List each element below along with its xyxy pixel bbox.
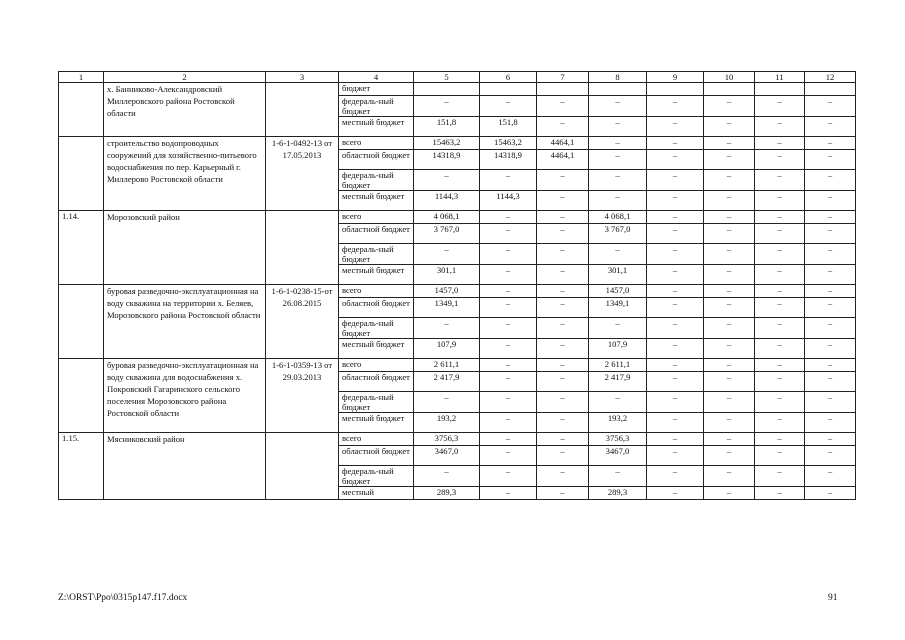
amount-cell: – xyxy=(755,117,805,137)
amount-cell: – xyxy=(480,372,537,392)
amount-cell: – xyxy=(647,285,704,298)
column-header: 1 xyxy=(59,72,104,83)
amount-cell: – xyxy=(704,298,755,318)
amount-cell: – xyxy=(647,339,704,359)
amount-cell: – xyxy=(704,191,755,211)
funding-source: местный бюджет xyxy=(339,117,414,137)
amount-cell: 14318,9 xyxy=(414,150,480,170)
amount-cell: 1144,3 xyxy=(414,191,480,211)
amount-cell: – xyxy=(755,466,805,487)
amount-cell: – xyxy=(805,137,856,150)
amount-cell: – xyxy=(805,117,856,137)
amount-cell: – xyxy=(480,211,537,224)
amount-cell: – xyxy=(805,446,856,466)
amount-cell: 3467,0 xyxy=(414,446,480,466)
amount-cell: 289,3 xyxy=(589,487,647,500)
amount-cell: 107,9 xyxy=(589,339,647,359)
amount-cell: 151,8 xyxy=(414,117,480,137)
amount-cell: – xyxy=(805,211,856,224)
amount-cell: – xyxy=(704,150,755,170)
amount-cell: – xyxy=(704,137,755,150)
amount-cell: – xyxy=(704,466,755,487)
amount-cell: – xyxy=(480,392,537,413)
budget-table xyxy=(58,71,856,500)
amount-cell: – xyxy=(755,244,805,265)
column-header: 9 xyxy=(647,72,704,83)
amount-cell: – xyxy=(805,339,856,359)
column-number-row xyxy=(59,72,856,83)
funding-source: бюджет xyxy=(339,83,414,96)
amount-cell: – xyxy=(537,487,589,500)
amount-cell: – xyxy=(480,433,537,446)
row-number: 1.14. xyxy=(59,211,104,285)
amount-cell: – xyxy=(704,96,755,117)
amount-cell: – xyxy=(537,466,589,487)
amount-cell: 193,2 xyxy=(414,413,480,433)
object-name: Мясниковский район xyxy=(104,433,266,500)
document-code: 1-6-1-0238-15-от 26.08.2015 xyxy=(266,285,339,359)
table-row xyxy=(59,137,856,150)
document-code xyxy=(266,83,339,137)
column-header: 8 xyxy=(589,72,647,83)
amount-cell: – xyxy=(589,244,647,265)
amount-cell: – xyxy=(647,318,704,339)
funding-source: местный бюджет xyxy=(339,191,414,211)
amount-cell xyxy=(647,83,704,96)
amount-cell: – xyxy=(704,244,755,265)
amount-cell: – xyxy=(704,170,755,191)
object-name: строительство водопроводных сооружений для хозяйственно-питьевого водоснабжения по пер. Карьерный г. Миллерово Ростовской области xyxy=(104,137,266,211)
amount-cell: 4464,1 xyxy=(537,150,589,170)
amount-cell: – xyxy=(480,224,537,244)
amount-cell: – xyxy=(704,392,755,413)
funding-source: всего xyxy=(339,137,414,150)
amount-cell: – xyxy=(537,372,589,392)
column-header: 3 xyxy=(266,72,339,83)
amount-cell: 3 767,0 xyxy=(414,224,480,244)
amount-cell: – xyxy=(805,285,856,298)
amount-cell xyxy=(755,83,805,96)
amount-cell: – xyxy=(480,298,537,318)
amount-cell: 1349,1 xyxy=(589,298,647,318)
amount-cell: 1457,0 xyxy=(589,285,647,298)
amount-cell: – xyxy=(805,413,856,433)
amount-cell: – xyxy=(537,265,589,285)
amount-cell: – xyxy=(537,117,589,137)
amount-cell: – xyxy=(755,413,805,433)
amount-cell xyxy=(589,83,647,96)
amount-cell: – xyxy=(647,150,704,170)
amount-cell xyxy=(537,83,589,96)
amount-cell: – xyxy=(755,137,805,150)
amount-cell: – xyxy=(755,433,805,446)
amount-cell: 1349,1 xyxy=(414,298,480,318)
amount-cell: – xyxy=(755,150,805,170)
amount-cell: – xyxy=(537,318,589,339)
amount-cell: 3467,0 xyxy=(589,446,647,466)
amount-cell: – xyxy=(755,372,805,392)
amount-cell: – xyxy=(537,96,589,117)
object-name: буровая разведочно-эксплуатационная на воду скважина на территории х. Беляев, Морозовского района Ростовской области xyxy=(104,285,266,359)
amount-cell: – xyxy=(647,265,704,285)
amount-cell: – xyxy=(480,318,537,339)
row-number xyxy=(59,137,104,211)
amount-cell: – xyxy=(537,191,589,211)
amount-cell: – xyxy=(704,318,755,339)
amount-cell: – xyxy=(480,339,537,359)
amount-cell: – xyxy=(647,137,704,150)
amount-cell: – xyxy=(805,372,856,392)
amount-cell: – xyxy=(647,487,704,500)
amount-cell: – xyxy=(704,413,755,433)
amount-cell: – xyxy=(414,318,480,339)
amount-cell: – xyxy=(755,339,805,359)
amount-cell: – xyxy=(755,392,805,413)
funding-source: областной бюджет xyxy=(339,446,414,466)
amount-cell: – xyxy=(704,265,755,285)
amount-cell: – xyxy=(647,117,704,137)
amount-cell: – xyxy=(755,96,805,117)
amount-cell xyxy=(704,83,755,96)
amount-cell: – xyxy=(704,446,755,466)
amount-cell: – xyxy=(704,117,755,137)
amount-cell: – xyxy=(647,211,704,224)
amount-cell: – xyxy=(537,446,589,466)
amount-cell: 3756,3 xyxy=(414,433,480,446)
table-body xyxy=(59,83,856,500)
amount-cell: 14318,9 xyxy=(480,150,537,170)
amount-cell: – xyxy=(704,359,755,372)
amount-cell: 107,9 xyxy=(414,339,480,359)
amount-cell: – xyxy=(537,339,589,359)
amount-cell: – xyxy=(537,170,589,191)
amount-cell: – xyxy=(704,339,755,359)
funding-source: всего xyxy=(339,285,414,298)
amount-cell: – xyxy=(704,285,755,298)
funding-source: областной бюджет xyxy=(339,150,414,170)
column-header: 7 xyxy=(537,72,589,83)
amount-cell: – xyxy=(480,96,537,117)
file-path: Z:\ORST\Ppo\0315p147.f17.docx xyxy=(58,593,188,603)
amount-cell: 4464,1 xyxy=(537,137,589,150)
column-header: 4 xyxy=(339,72,414,83)
funding-source: областной бюджет xyxy=(339,224,414,244)
amount-cell: 1144,3 xyxy=(480,191,537,211)
funding-source: областной бюджет xyxy=(339,298,414,318)
column-header: 11 xyxy=(755,72,805,83)
amount-cell: – xyxy=(805,298,856,318)
funding-source: федераль-ный бюджет xyxy=(339,318,414,339)
column-header: 5 xyxy=(414,72,480,83)
amount-cell: 3 767,0 xyxy=(589,224,647,244)
amount-cell: – xyxy=(480,359,537,372)
funding-source: местный бюджет xyxy=(339,339,414,359)
amount-cell: – xyxy=(805,487,856,500)
amount-cell: – xyxy=(805,224,856,244)
amount-cell: – xyxy=(589,191,647,211)
amount-cell: 2 417,9 xyxy=(414,372,480,392)
row-number xyxy=(59,83,104,137)
amount-cell: – xyxy=(805,96,856,117)
amount-cell: 3756,3 xyxy=(589,433,647,446)
funding-source: федераль-ный бюджет xyxy=(339,244,414,265)
amount-cell: – xyxy=(414,96,480,117)
amount-cell: – xyxy=(647,96,704,117)
amount-cell: – xyxy=(647,224,704,244)
amount-cell: – xyxy=(480,413,537,433)
amount-cell: – xyxy=(755,224,805,244)
amount-cell: – xyxy=(805,191,856,211)
funding-source: всего xyxy=(339,433,414,446)
amount-cell: – xyxy=(537,244,589,265)
amount-cell: – xyxy=(755,359,805,372)
amount-cell: – xyxy=(480,170,537,191)
funding-source: местный xyxy=(339,487,414,500)
row-number: 1.15. xyxy=(59,433,104,500)
amount-cell: – xyxy=(647,170,704,191)
amount-cell: – xyxy=(480,285,537,298)
amount-cell: – xyxy=(647,372,704,392)
amount-cell: – xyxy=(755,487,805,500)
amount-cell: 301,1 xyxy=(589,265,647,285)
amount-cell: 2 611,1 xyxy=(589,359,647,372)
amount-cell: – xyxy=(755,191,805,211)
amount-cell: – xyxy=(805,433,856,446)
amount-cell: – xyxy=(480,466,537,487)
object-name: Морозовский район xyxy=(104,211,266,285)
amount-cell: – xyxy=(805,265,856,285)
amount-cell: – xyxy=(755,318,805,339)
amount-cell: – xyxy=(647,446,704,466)
column-header: 12 xyxy=(805,72,856,83)
amount-cell: – xyxy=(537,413,589,433)
table-row xyxy=(59,83,856,96)
amount-cell: – xyxy=(414,170,480,191)
amount-cell: 4 068,1 xyxy=(414,211,480,224)
amount-cell: – xyxy=(537,392,589,413)
funding-source: всего xyxy=(339,359,414,372)
funding-source: всего xyxy=(339,211,414,224)
funding-source: федераль-ный бюджет xyxy=(339,466,414,487)
document-code xyxy=(266,433,339,500)
amount-cell: – xyxy=(414,392,480,413)
amount-cell: – xyxy=(647,466,704,487)
amount-cell: – xyxy=(589,150,647,170)
page-number: 91 xyxy=(828,593,838,603)
amount-cell: – xyxy=(537,224,589,244)
row-number xyxy=(59,359,104,433)
funding-source: федераль-ный бюджет xyxy=(339,392,414,413)
amount-cell: – xyxy=(589,392,647,413)
amount-cell: – xyxy=(647,392,704,413)
funding-source: федераль-ный бюджет xyxy=(339,96,414,117)
amount-cell: 4 068,1 xyxy=(589,211,647,224)
amount-cell: – xyxy=(414,466,480,487)
amount-cell: – xyxy=(755,285,805,298)
funding-source: федераль-ный бюджет xyxy=(339,170,414,191)
amount-cell: – xyxy=(480,244,537,265)
amount-cell: – xyxy=(480,487,537,500)
amount-cell: – xyxy=(704,433,755,446)
document-code: 1-6-1-0492-13 от 17.05.2013 xyxy=(266,137,339,211)
amount-cell: – xyxy=(755,170,805,191)
amount-cell: – xyxy=(537,359,589,372)
amount-cell: – xyxy=(704,372,755,392)
column-header: 10 xyxy=(704,72,755,83)
document-code: 1-6-1-0359-13 от 29.03.2013 xyxy=(266,359,339,433)
amount-cell: – xyxy=(805,318,856,339)
amount-cell: – xyxy=(647,433,704,446)
amount-cell: – xyxy=(805,170,856,191)
amount-cell: – xyxy=(480,446,537,466)
amount-cell: – xyxy=(537,298,589,318)
amount-cell: – xyxy=(589,96,647,117)
table-row xyxy=(59,285,856,298)
row-number xyxy=(59,285,104,359)
amount-cell: – xyxy=(414,244,480,265)
table-row xyxy=(59,433,856,446)
amount-cell: – xyxy=(589,318,647,339)
table-row xyxy=(59,359,856,372)
amount-cell: – xyxy=(589,466,647,487)
column-header: 6 xyxy=(480,72,537,83)
amount-cell: 1457,0 xyxy=(414,285,480,298)
funding-source: местный бюджет xyxy=(339,265,414,285)
amount-cell: – xyxy=(755,446,805,466)
object-name: х. Банниково-Александровский Миллеровского района Ростовской области xyxy=(104,83,266,137)
amount-cell: – xyxy=(537,211,589,224)
amount-cell: – xyxy=(480,265,537,285)
amount-cell: 2 611,1 xyxy=(414,359,480,372)
amount-cell: – xyxy=(755,265,805,285)
amount-cell xyxy=(414,83,480,96)
object-name: буровая разведочно-эксплуатационная на воду скважина для водоснабжения х. Покровский Гагаринского сельского поселения Морозовского района Ростовской области xyxy=(104,359,266,433)
funding-source: областной бюджет xyxy=(339,372,414,392)
amount-cell: 2 417,9 xyxy=(589,372,647,392)
amount-cell: – xyxy=(537,433,589,446)
amount-cell: 15463,2 xyxy=(414,137,480,150)
amount-cell: – xyxy=(647,359,704,372)
amount-cell: – xyxy=(647,413,704,433)
amount-cell: – xyxy=(755,298,805,318)
amount-cell: – xyxy=(805,466,856,487)
amount-cell: 301,1 xyxy=(414,265,480,285)
amount-cell: – xyxy=(704,487,755,500)
amount-cell: – xyxy=(805,392,856,413)
amount-cell: – xyxy=(647,244,704,265)
funding-source: местный бюджет xyxy=(339,413,414,433)
amount-cell: 193,2 xyxy=(589,413,647,433)
amount-cell: – xyxy=(755,211,805,224)
amount-cell: – xyxy=(589,117,647,137)
amount-cell: – xyxy=(647,298,704,318)
amount-cell: 15463,2 xyxy=(480,137,537,150)
amount-cell: – xyxy=(805,244,856,265)
amount-cell: 289,3 xyxy=(414,487,480,500)
amount-cell: – xyxy=(589,170,647,191)
amount-cell: – xyxy=(537,285,589,298)
document-code xyxy=(266,211,339,285)
amount-cell xyxy=(805,83,856,96)
amount-cell: – xyxy=(805,150,856,170)
amount-cell: – xyxy=(805,359,856,372)
amount-cell: – xyxy=(704,211,755,224)
amount-cell: – xyxy=(589,137,647,150)
amount-cell: – xyxy=(647,191,704,211)
column-header: 2 xyxy=(104,72,266,83)
amount-cell: – xyxy=(704,224,755,244)
amount-cell xyxy=(480,83,537,96)
table-row xyxy=(59,211,856,224)
amount-cell: 151,8 xyxy=(480,117,537,137)
